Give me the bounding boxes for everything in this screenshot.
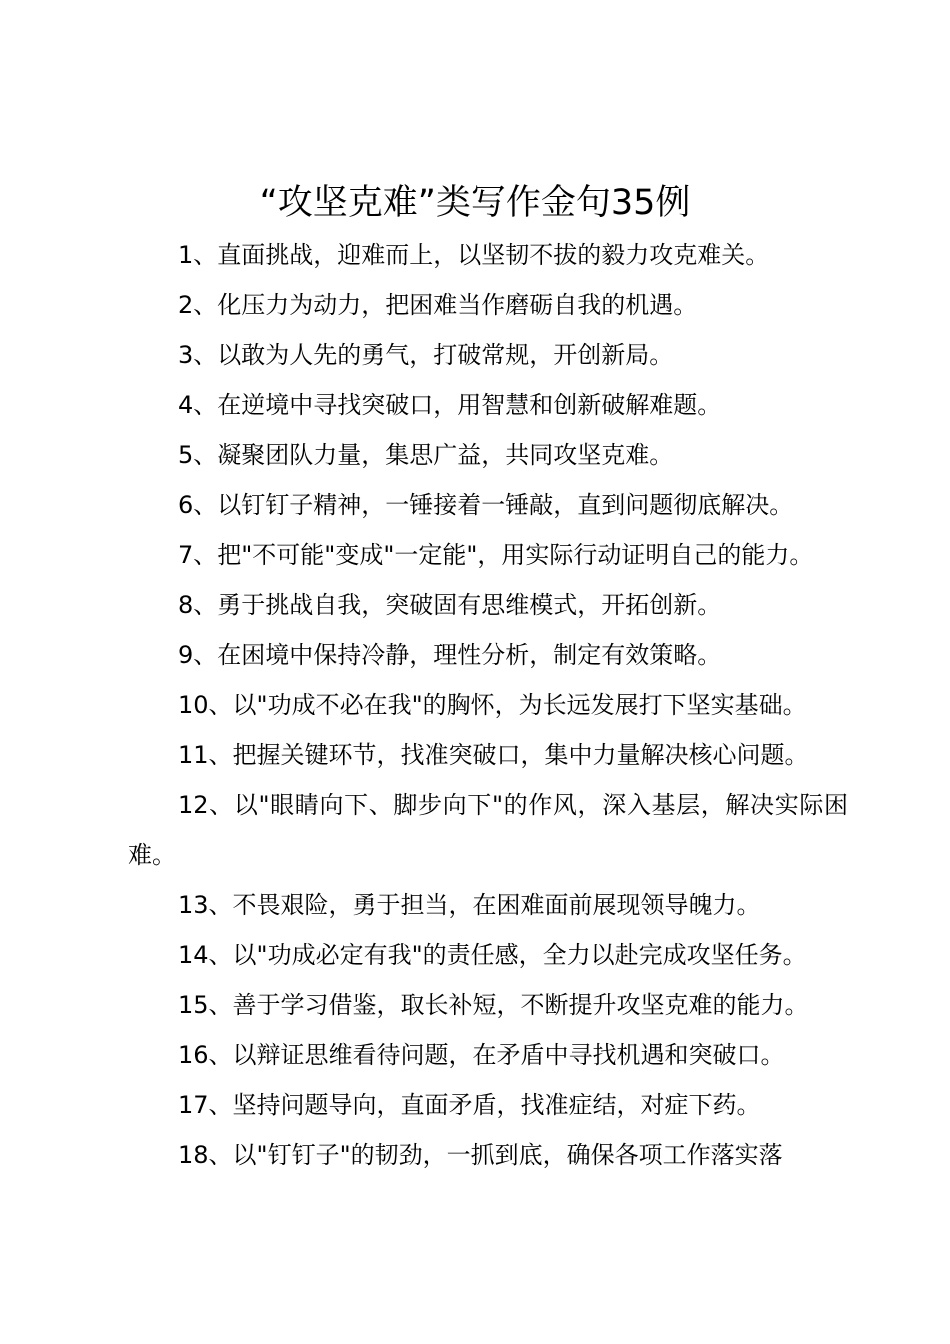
list-item: 6、以钉钉子精神，一锤接着一锤敲，直到问题彻底解决。 — [178, 491, 794, 519]
list-item: 13、不畏艰险，勇于担当，在困难面前展现领导魄力。 — [178, 891, 761, 919]
list-item: 16、以辩证思维看待问题，在矛盾中寻找机遇和突破口。 — [178, 1041, 785, 1069]
list-item: 12、以"眼睛向下、脚步向下"的作风，深入基层，解决实际困难。 — [128, 791, 848, 869]
list-item: 4、在逆境中寻找突破口，用智慧和创新破解难题。 — [178, 391, 722, 419]
list-item: 2、化压力为动力，把困难当作磨砺自我的机遇。 — [178, 291, 698, 319]
list-item: 7、把"不可能"变成"一定能"，用实际行动证明自己的能力。 — [178, 541, 814, 569]
list-item: 1、直面挑战，迎难而上，以坚韧不拔的毅力攻克难关。 — [178, 241, 770, 269]
list-item: 18、以"钉钉子"的韧劲，一抓到底，确保各项工作落实落 — [178, 1141, 783, 1169]
list-item: 17、坚持问题导向，直面矛盾，找准症结，对症下药。 — [178, 1091, 761, 1119]
list-item: 3、以敢为人先的勇气，打破常规，开创新局。 — [178, 341, 674, 369]
document-body — [128, 230, 848, 1180]
list-item: 15、善于学习借鉴，取长补短，不断提升攻坚克难的能力。 — [178, 991, 809, 1019]
list-item: 8、勇于挑战自我，突破固有思维模式，开拓创新。 — [178, 591, 722, 619]
document-title: “攻坚克难”类写作金句35例 — [259, 183, 691, 223]
list-item: 10、以"功成不必在我"的胸怀，为长远发展打下坚实基础。 — [178, 691, 807, 719]
list-item: 9、在困境中保持冷静，理性分析，制定有效策略。 — [178, 641, 722, 669]
list-item: 11、把握关键环节，找准突破口，集中力量解决核心问题。 — [178, 741, 809, 769]
list-item: 5、凝聚团队力量，集思广益，共同攻坚克难。 — [178, 441, 674, 469]
list-item: 14、以"功成必定有我"的责任感，全力以赴完成攻坚任务。 — [178, 941, 807, 969]
